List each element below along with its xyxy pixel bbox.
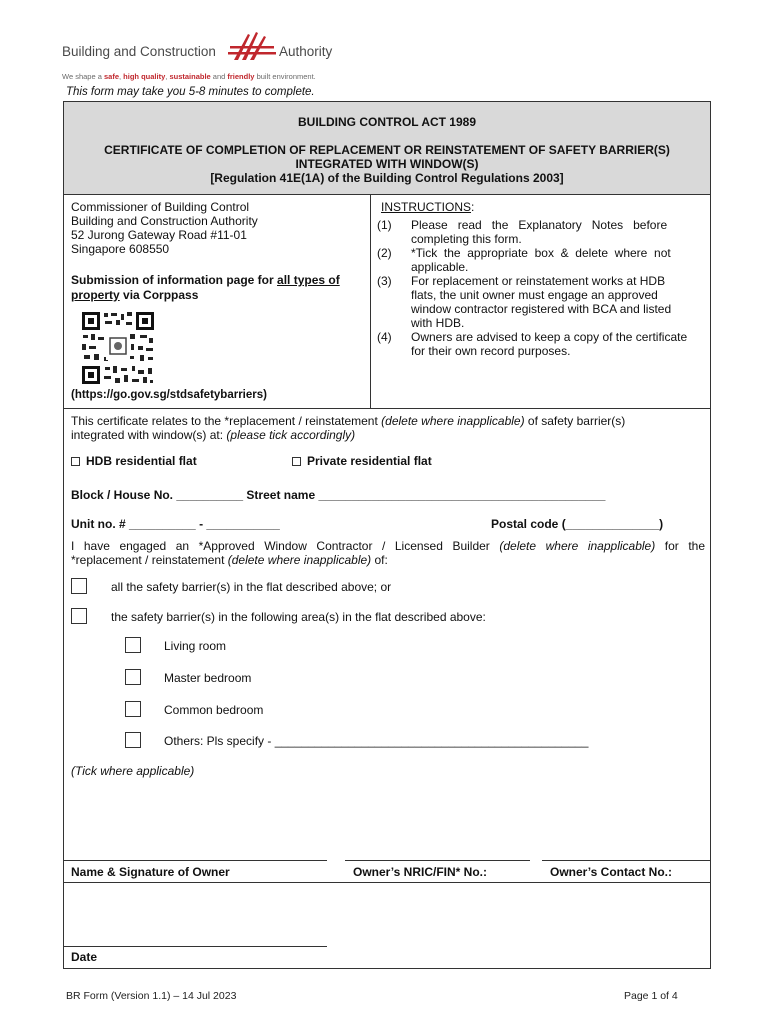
act-title: BUILDING CONTROL ACT 1989 — [297, 115, 477, 129]
option-private[interactable]: Private residential flat — [292, 454, 432, 468]
engaged-line2: *replacement / reinstatement (delete where inapplicable) of: — [71, 553, 388, 567]
selected-areas-label: the safety barrier(s) in the following area(s) in the flat described above: — [111, 610, 486, 624]
others-specify-field[interactable]: Others: Pls specify - _______________________________________________ — [164, 734, 589, 748]
master-bedroom-label: Master bedroom — [164, 671, 252, 685]
common-bedroom-label: Common bedroom — [164, 703, 264, 717]
instruction-3-line2: flats, the unit owner must engage an approved — [411, 288, 658, 302]
qr-code-icon[interactable] — [80, 310, 156, 386]
logo-text-right: Authority — [279, 44, 333, 59]
date-label: Date — [71, 950, 98, 964]
owner-contact-label: Owner’s Contact No.: — [550, 865, 673, 879]
instruction-3-line3: window contractor registered with BCA and listed — [411, 302, 672, 316]
form-version: BR Form (Version 1.1) – 14 Jul 2023 — [66, 990, 237, 1002]
submission-url[interactable]: (https://go.gov.sg/stdsafetybarriers) — [71, 389, 267, 401]
instruction-3-line1: For replacement or reinstatement works at HDB — [411, 274, 666, 288]
section-divider-horizontal — [63, 408, 711, 409]
owner-name-signature-label: Name & Signature of Owner — [71, 865, 230, 879]
others-checkbox[interactable] — [125, 732, 141, 748]
signature-section-divider — [63, 882, 711, 883]
all-barriers-checkbox[interactable] — [71, 578, 87, 594]
logo-tagline: We shape a safe, high quality, sustainable and friendly built environment. — [62, 72, 316, 81]
instruction-1-line2: completing this form. — [411, 232, 522, 246]
time-note: This form may take you 5-8 minutes to complete. — [66, 86, 315, 98]
option-hdb[interactable]: HDB residential flat — [71, 454, 197, 468]
instruction-2-line2: applicable. — [411, 260, 469, 274]
date-line — [63, 946, 327, 947]
master-bedroom-checkbox[interactable] — [125, 669, 141, 685]
signature-line-owner — [63, 860, 327, 861]
instruction-num-3: (3) — [377, 274, 392, 288]
private-checkbox[interactable] — [292, 457, 301, 466]
instruction-4-line1: Owners are advised to keep a copy of the certificate — [411, 330, 688, 344]
instruction-num-1: (1) — [377, 218, 392, 232]
instruction-num-4: (4) — [377, 330, 392, 344]
block-street-field[interactable]: Block / House No. __________ Street name ___________________________________________ — [71, 488, 606, 502]
address-line3: 52 Jurong Gateway Road #11-01 — [71, 228, 247, 242]
certificate-title-line2: INTEGRATED WITH WINDOW(S) — [295, 157, 479, 171]
instruction-3-line4: with HDB. — [411, 316, 465, 330]
certificate-title-line1: CERTIFICATE OF COMPLETION OF REPLACEMENT OR REINSTATEMENT OF SAFETY BARRIER(S) — [104, 143, 670, 157]
signature-line-nric — [345, 860, 530, 861]
certificate-relates-line2: integrated with window(s) at: (please tick accordingly) — [71, 428, 356, 442]
living-room-label: Living room — [164, 639, 227, 653]
bca-logo-icon — [228, 30, 278, 66]
owner-nric-label: Owner’s NRIC/FIN* No.: — [353, 865, 488, 879]
logo-text-left: Building and Construction — [62, 44, 216, 59]
all-barriers-label: all the safety barrier(s) in the flat described above; or — [111, 580, 392, 594]
instruction-4-line2: for their own record purposes. — [411, 344, 571, 358]
selected-areas-checkbox[interactable] — [71, 608, 87, 624]
signature-line-contact — [542, 860, 711, 861]
address-line1: Commissioner of Building Control — [71, 200, 250, 214]
common-bedroom-checkbox[interactable] — [125, 701, 141, 717]
page-number: Page 1 of 4 — [624, 990, 678, 1002]
living-room-checkbox[interactable] — [125, 637, 141, 653]
instructions-heading: INSTRUCTIONS: — [381, 200, 475, 214]
certificate-relates-line1: This certificate relates to the *replacement / reinstatement (delete where inapplicable) of safety barrier(s) — [71, 414, 626, 428]
section-divider-vertical — [370, 195, 371, 409]
tick-note: (Tick where applicable) — [71, 764, 195, 778]
address-line4: Singapore 608550 — [71, 242, 170, 256]
submission-text: Submission of information page for all types of property via Corppass — [71, 273, 340, 302]
instruction-num-2: (2) — [377, 246, 392, 260]
hdb-checkbox[interactable] — [71, 457, 80, 466]
engaged-line1: I have engaged an *Approved Window Contractor / Licensed Builder (delete where inapplicable) for the — [71, 539, 705, 553]
bca-logo — [62, 30, 333, 82]
instruction-1-line1: Please read the Explanatory Notes before — [411, 218, 668, 232]
address-line2: Building and Construction Authority — [71, 214, 258, 228]
regulation-ref: [Regulation 41E(1A) of the Building Control Regulations 2003] — [210, 171, 564, 185]
instruction-2-line1: *Tick the appropriate box & delete where not — [411, 246, 671, 260]
unit-no-field[interactable]: Unit no. # __________ - ___________ — [71, 517, 280, 531]
postal-code-field[interactable]: Postal code (______________) — [491, 517, 664, 531]
